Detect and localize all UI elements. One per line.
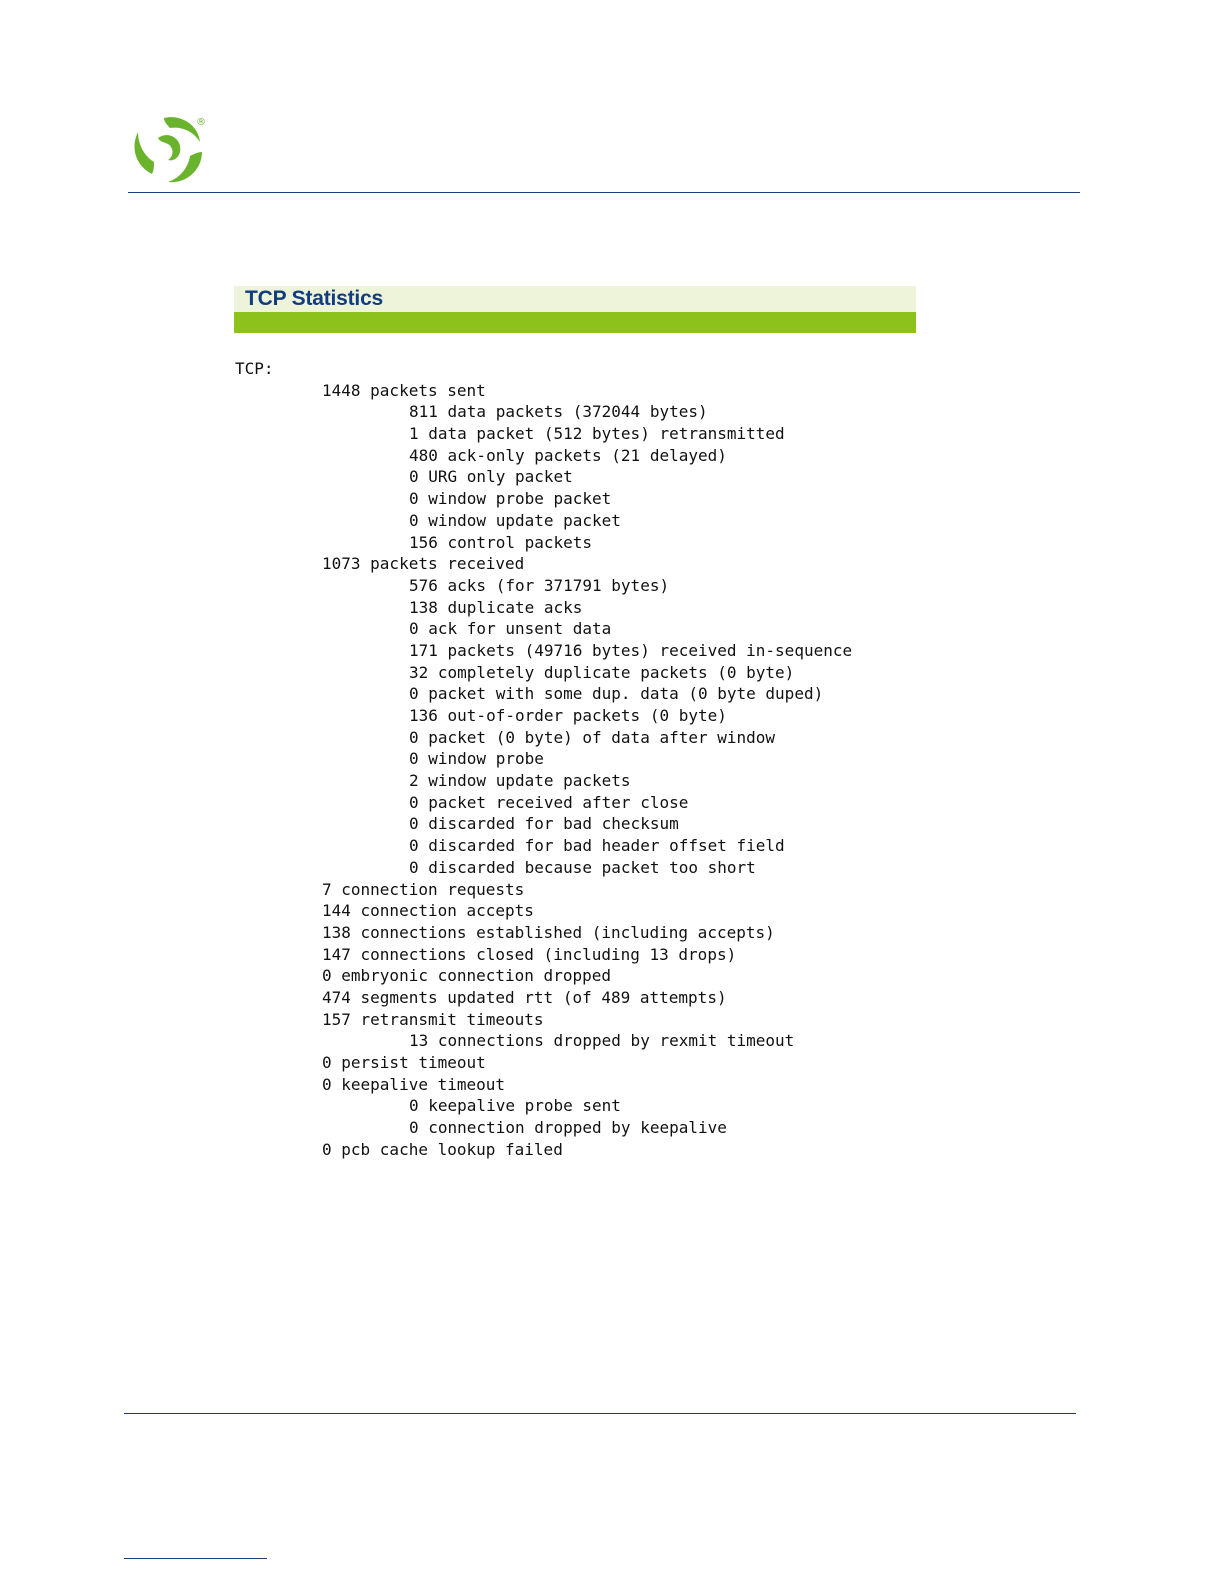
stat-line: 0 packet received after close [409,792,689,812]
registered-mark: ® [196,117,206,128]
panel-accent-bar [234,312,916,333]
stat-line: 0 window update packet [409,510,621,530]
stat-line: 480 ack-only packets (21 delayed) [409,445,727,465]
stat-line: 0 discarded for bad checksum [409,814,679,834]
stat-line: 0 embryonic connection dropped [322,966,611,986]
stat-line: 0 keepalive probe sent [409,1096,621,1116]
stat-line: 156 control packets [409,532,593,552]
stat-line: 0 pcb cache lookup failed [322,1139,563,1159]
stat-line: 0 window probe packet [409,489,612,509]
stat-line: 0 packet (0 byte) of data after window [409,727,776,747]
stat-line: 0 window probe [409,749,544,769]
stat-line: 0 discarded because packet too short [409,857,756,877]
stat-line: 144 connection accepts [322,901,534,921]
stat-line: 1 data packet (512 bytes) retransmitted [409,424,785,444]
tcp-stats-output [235,358,852,1160]
stat-line: 0 ack for unsent data [409,619,612,639]
stat-line: 2 window update packets [409,771,631,791]
stat-line: 147 connections closed (including 13 drops) [322,944,737,964]
stat-line: 0 persist timeout [322,1053,486,1072]
stat-line: 13 connections dropped by rexmit timeout [409,1031,795,1051]
stat-line: TCP: [235,359,274,378]
stat-line: 138 connections established (including accepts) [322,922,775,942]
stat-line: 0 packet with some dup. data (0 byte duped) [409,684,824,704]
stat-line: 157 retransmit timeouts [322,1009,544,1029]
stat-line: 811 data packets (372044 bytes) [409,402,708,422]
header-divider [128,192,1080,193]
stat-line: 0 keepalive timeout [322,1074,506,1094]
footer-divider [124,1413,1076,1414]
stat-line: 474 segments updated rtt (of 489 attempts) [322,987,727,1007]
stat-line: 576 acks (for 371791 bytes) [409,575,670,595]
panel-header [234,286,916,312]
swirl-logo-icon [128,112,212,186]
stat-line: 32 completely duplicate packets (0 byte) [409,662,795,682]
stat-line: 171 packets (49716 bytes) received in-sequence [409,640,853,660]
stat-line: 0 discarded for bad header offset field [409,836,785,856]
stat-line: 0 URG only packet [409,467,573,487]
stat-line: 136 out-of-order packets (0 byte) [409,706,727,725]
stat-line: 138 duplicate acks [409,597,583,617]
footnote-divider [124,1558,267,1559]
stat-line: 1448 packets sent [322,380,486,400]
company-logo [128,112,212,186]
stat-line: 1073 packets received [322,554,525,574]
stat-line: 7 connection requests [322,879,525,899]
panel-title: TCP Statistics [245,287,384,310]
stat-line: 0 connection dropped by keepalive [409,1118,727,1138]
